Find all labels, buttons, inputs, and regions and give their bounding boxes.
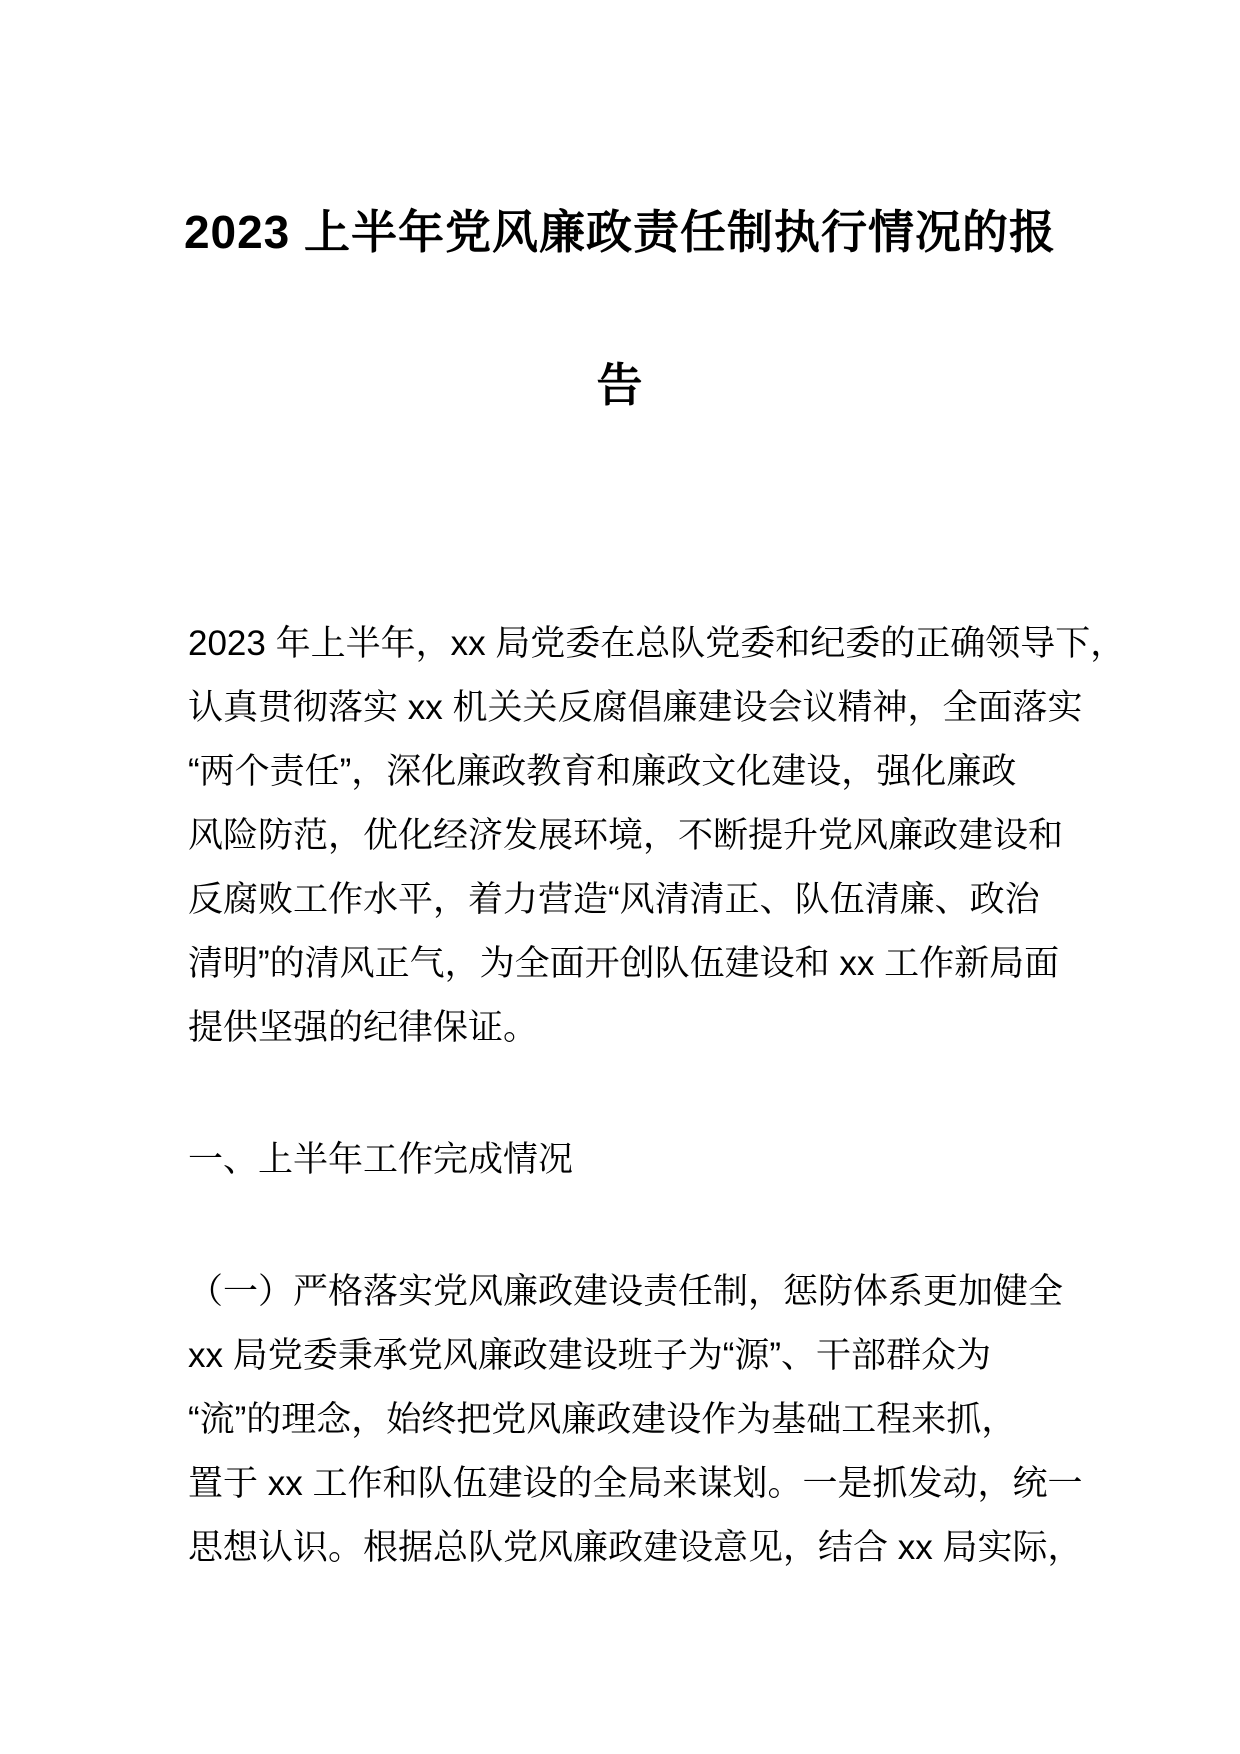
document-title [0,0,1240,462]
document-body [0,612,1240,1580]
title-line: 告 [596,359,644,411]
text-line: 提供坚强的纪律保证。 [188,1008,539,1047]
title-line: 2023 上半年党风廉政责任制执行情况的报 [183,206,1057,258]
text-line: “两个责任”，深化廉政教育和廉政文化建设，强化廉政 [188,752,1017,791]
text-line: 风险防范，优化经济发展环境，不断提升党风廉政建设和 [188,816,1064,855]
text-line: “流”的理念，始终把党风廉政建设作为基础工程来抓， [188,1400,1017,1439]
paragraph [188,1260,1090,1580]
text-line: （一）严格落实党风廉政建设责任制，惩防体系更加健全 [188,1272,1064,1311]
text-line: 反腐败工作水平，着力营造“风清清正、队伍清廉、政治 [188,880,1040,919]
text-line: 2023 年上半年，xx 局党委在总队党委和纪委的正确领导下， [188,624,1126,663]
section-heading [188,1128,1090,1192]
text-line: xx 局党委秉承党风廉政建设班子为“源”、干部群众为 [188,1336,992,1375]
paragraph [188,612,1126,1060]
text-line: 认真贯彻落实 xx 机关关反腐倡廉建设会议精神，全面落实 [188,688,1083,727]
text-line: 清明”的清风正气，为全面开创队伍建设和 xx 工作新局面 [188,944,1060,983]
text-line: 置于 xx 工作和队伍建设的全局来谋划。一是抓发动，统一 [188,1464,1083,1503]
text-line: 思想认识。根据总队党风廉政建设意见，结合 xx 局实际， [188,1528,1083,1567]
text-line: 一、上半年工作完成情况 [188,1140,574,1179]
